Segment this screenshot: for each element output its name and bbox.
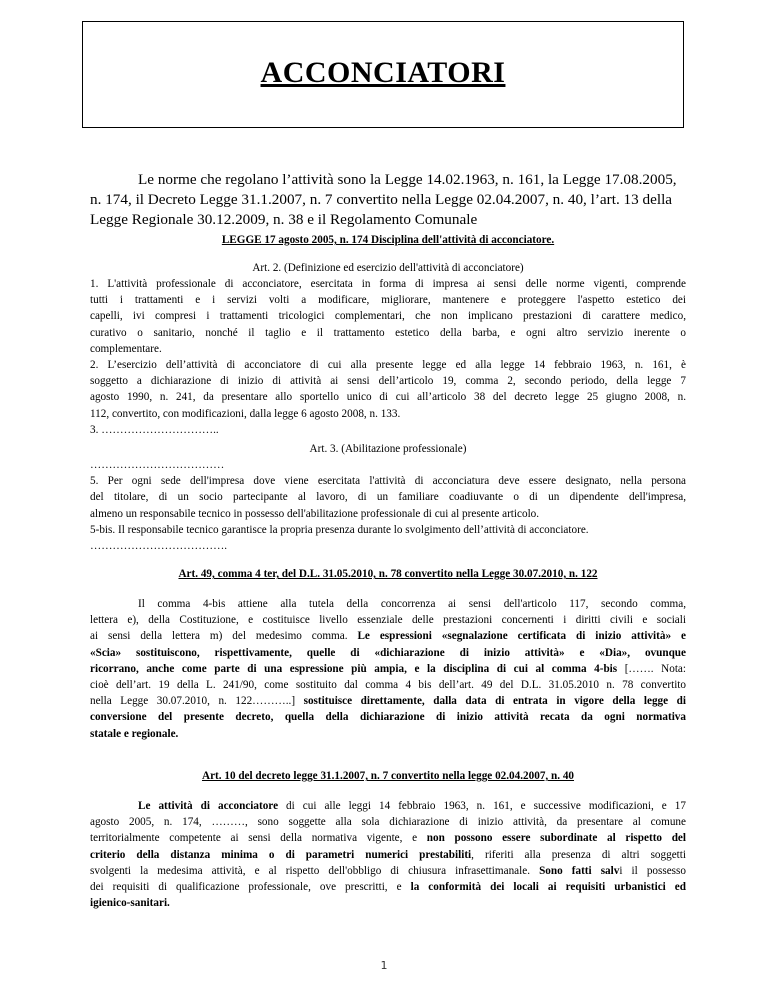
section2-text: [……. Nota: xyxy=(617,662,686,675)
page-number: 1 xyxy=(380,959,388,972)
section2-bold-text: sostituisce direttamente, dalla data di entrata in vigore della legge di xyxy=(295,695,686,708)
section3-line xyxy=(90,798,686,814)
art2-title: Art. 2. (Definizione ed esercizio dell'attività di acconciatore) xyxy=(252,262,524,274)
section2-line: cioè dell’art. 19 della L. 241/90, come sostituito dal comma 4 bis dell’art. 49 del D.L. 31.05.2010 n. 78 convertito xyxy=(90,679,686,692)
art3-line: 5. Per ogni sede dell'impresa dove viene esercitata l'attività di acconciatura deve essere designato, nella persona xyxy=(90,475,686,488)
section2-heading: Art. 49, comma 4 ter, del D.L. 31.05.2010, n. 78 convertito nella Legge 30.07.2010, n. 122 xyxy=(178,568,598,580)
section2-line xyxy=(90,645,686,661)
intro-paragraph xyxy=(90,170,686,230)
section2-bold-text: conversione del presente decreto, quella della dichiarazione di inizio attività recata da ogni normativa xyxy=(90,711,686,724)
intro-line: Legge Regionale 30.12.2009, n. 38 e il Regolamento Comunale xyxy=(90,211,478,228)
section3-text: dei requisiti di qualificazione professionale, ove prescritti, e xyxy=(90,881,402,894)
art2-line: 3. ………………………….. xyxy=(90,423,219,436)
section1-heading: LEGGE 17 agosto 2005, n. 174 Disciplina dell'attività di acconciatore. xyxy=(221,234,555,246)
intro-line: Le norme che regolano l’attività sono la Legge 14.02.1963, n. 161, la Legge 17.08.2005, xyxy=(138,171,677,188)
section2-line: Il comma 4-bis attiene alla tutela della concorrenza ai sensi dell'articolo 117, secondo comma, xyxy=(138,598,686,610)
art3-line: almeno un responsabile tecnico in possesso dell'abilitazione professionale di cui al presente articolo. xyxy=(90,507,540,520)
section3-text: i il possesso xyxy=(619,864,686,877)
section3-bold-text: Le attività di acconciatore xyxy=(138,800,279,812)
section2-line xyxy=(90,661,686,677)
section3-line xyxy=(90,847,686,863)
art2-line: 1. L'attività professionale di acconciatore, esercitata in forma di impresa ai sensi delle norme vigenti, comprende xyxy=(90,278,686,290)
art2-line: curativo o sanitario, nonché il taglio e il trattamento estetico della barba, e ogni altro servizio inerente o xyxy=(90,326,686,339)
art2-line: tutti i trattamenti e i servizi volti a modificare, migliorare, mantenere e proteggere l'aspetto estetico dei xyxy=(90,294,686,307)
section2-bold-text: «Scia» sostituiscono, rispettivamente, quelle di «dichiarazione di inizio attività» e «Dia», ovunque xyxy=(90,646,686,659)
section3-line xyxy=(90,863,686,879)
art3-title: Art. 3. (Abilitazione professionale) xyxy=(309,443,467,455)
art2-line: complementare. xyxy=(90,342,162,355)
section3-text: svolgenti la medesima attività, e al rispetto dell'obbligo di chiusura infrasettimanale. xyxy=(90,864,530,877)
art2-body xyxy=(90,276,686,438)
section2-bold-text: statale e regionale. xyxy=(90,727,179,740)
art3-body xyxy=(90,457,686,554)
section2-line xyxy=(90,628,686,644)
section2-body xyxy=(90,596,686,742)
section2-bold-text: Le espressioni «segnalazione certificata di inizio attività» e xyxy=(347,630,686,643)
section3-bold-text: Sono fatti salv xyxy=(530,864,620,877)
art3-line: del titolare, di un socio partecipante al lavoro, di un familiare coadiuvante o di un dipendente dell'impresa, xyxy=(90,491,686,504)
art3-line: 5-bis. Il responsabile tecnico garantisce la propria presenza durante lo svolgimento dell’attività di acconciatore. xyxy=(90,523,589,536)
section3-text: , riferiti alla presenza di altri soggetti xyxy=(471,848,686,861)
title-box xyxy=(82,21,684,128)
section3-body xyxy=(90,798,686,911)
section2-line xyxy=(90,726,686,742)
art2-line: capelli, ivi compresi i trattamenti tricologici complementari, che non implicano prestazioni di carattere medico, xyxy=(90,310,686,323)
art2-line: soggetto a dichiarazione di inizio di attività ai sensi dell’articolo 19, comma 2, secondo periodo, della legge 7 xyxy=(90,375,686,388)
art2-line: 2. L’esercizio dell’attività di acconciatore di cui alla presente legge ed alla legge 14 febbraio 1963, n. 161, è xyxy=(90,359,686,372)
art2-line: 112, convertito, con modificazioni, dalla legge 6 agosto 2008, n. 133. xyxy=(90,407,401,420)
section3-bold-text: igienico-sanitari. xyxy=(90,897,170,910)
section3-line: agosto 2005, n. 174, ………, sono soggette alla sola dichiarazione di inizio attività, da presentare al comune xyxy=(90,816,686,829)
section3-bold-text: la conformità dei locali ai requisiti urbanistici ed xyxy=(401,881,686,894)
section2-text: nella Legge 30.07.2010, n. 122………..] xyxy=(90,695,296,708)
intro-line: n. 174, il Decreto Legge 31.1.2007, n. 7 convertito nella Legge 02.04.2007, n. 40, l’art. 13 della xyxy=(90,191,673,208)
section3-text: territorialmente competente ai sensi della normativa vigente, e xyxy=(90,832,418,845)
page-title: ACCONCIATORI xyxy=(260,56,506,89)
section2-text: ai sensi della lettera m) del medesimo comma. xyxy=(90,630,348,643)
section2-line xyxy=(90,693,686,709)
section3-line xyxy=(90,830,686,846)
section3-bold-text: non possono essere subordinate al rispetto del xyxy=(417,832,686,845)
art3-line: ………………………………. xyxy=(90,540,228,553)
section2-line: lettera e), della Costituzione, e costituisce livello essenziale delle prestazioni concernenti i diritti civili e sociali xyxy=(90,614,686,627)
section3-text: di cui alle leggi 14 febbraio 1963, n. 161, e successive modificazioni, e 17 xyxy=(278,800,686,812)
art2-line: agosto 1990, n. 241, da presentare allo sportello unico di cui all’articolo 38 del decreto legge 25 giugno 2008, n. xyxy=(90,391,686,404)
section3-line xyxy=(90,895,686,911)
art3-line: ……………………………… xyxy=(90,459,225,471)
section3-bold-text: criterio della distanza minima o di parametri numerici prestabiliti xyxy=(90,848,472,861)
section3-line xyxy=(90,879,686,895)
section2-line xyxy=(90,709,686,725)
section2-bold-text: ricorrano, anche come parte di una espressione più ampia, e la disciplina di cui al comma 4-bis xyxy=(90,662,618,675)
section3-heading: Art. 10 del decreto legge 31.1.2007, n. 7 convertito nella legge 02.04.2007, n. 40 xyxy=(201,770,575,782)
